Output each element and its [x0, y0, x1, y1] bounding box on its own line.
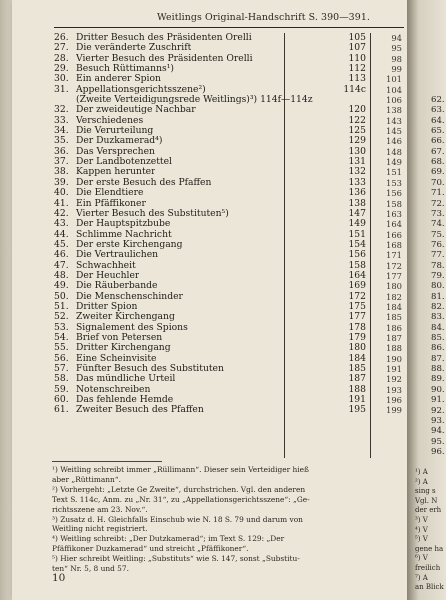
- entry-number: 53.: [54, 321, 69, 333]
- entry-page-original: 175: [348, 300, 366, 312]
- entry-page-original: 187: [348, 373, 366, 385]
- entry-page-edition: 99: [391, 64, 402, 75]
- entry-title: Die Verurteilung: [76, 126, 154, 137]
- entry-title: Der Landbotenzettel: [76, 157, 172, 168]
- entry-number: 28.: [54, 52, 69, 64]
- entry-page-original: 120: [348, 104, 366, 116]
- right-page-footnote-fragment: ²) A: [415, 477, 428, 486]
- entry-page-edition: 143: [386, 115, 402, 126]
- entry-title: Zweiter Kirchengang: [76, 312, 175, 323]
- entry-number: 45.: [54, 238, 69, 250]
- entry-page-edition: 192: [386, 374, 402, 385]
- right-page-footnote-fragment: ³) V: [415, 516, 428, 524]
- entry-number: 50.: [54, 290, 69, 302]
- entry-number: 47.: [54, 259, 69, 271]
- right-page-entry-number: 71.: [431, 188, 445, 199]
- right-page-entry-number: 65.: [431, 126, 445, 137]
- entry-page-edition: 151: [386, 167, 402, 178]
- entry-number: 55.: [54, 342, 69, 354]
- entry-title: Die Vertraulichen: [76, 250, 159, 261]
- right-page-entry-number: 67.: [431, 146, 445, 157]
- entry-page-edition: 94: [391, 33, 402, 43]
- right-page-entry-number: 83.: [431, 312, 445, 323]
- entry-title: Eine Scheinvisite: [76, 353, 157, 364]
- right-page-entry-number: 79.: [431, 270, 445, 281]
- entry-page-original: 185: [348, 363, 366, 374]
- right-page-entry-number: 93.: [431, 415, 445, 426]
- entry-page-edition: 95: [391, 43, 402, 54]
- right-page-footnote-fragment: sing s: [415, 487, 436, 496]
- right-page-entry-number: 78.: [431, 260, 445, 271]
- header-rule: [54, 27, 404, 28]
- footnote-line: Text S. 114c, Anm. zu „Nr. 31“, zu „Appellationsgerichtsszene“: „Ge-: [52, 494, 310, 504]
- entry-page-edition: 164: [386, 219, 402, 230]
- entry-page-original: 188: [348, 383, 366, 395]
- entry-number: 48.: [54, 269, 69, 281]
- entry-page-original: 125: [348, 125, 366, 137]
- entry-number: 58.: [54, 373, 69, 385]
- right-page-entry-number: 64.: [431, 115, 445, 126]
- right-page-footnote-fragment: der erh: [415, 506, 442, 515]
- entry-title: Der Duzkamerad⁴): [76, 136, 163, 147]
- toc-entry: [54, 250, 404, 260]
- entry-page-original: 147: [348, 207, 366, 219]
- right-page-entry-number: 85.: [431, 333, 445, 344]
- right-page-footnote-fragment: ⁶) V: [415, 554, 428, 563]
- entry-number: 44.: [54, 228, 69, 240]
- entry-title: Dritter Besuch des Präsidenten Orelli: [76, 33, 252, 43]
- entry-page-edition: 184: [386, 301, 402, 312]
- toc-entry: [54, 188, 404, 198]
- entry-title: Dritter Spion: [76, 301, 138, 312]
- entry-number: 32.: [54, 104, 69, 116]
- entry-page-edition: 186: [386, 322, 402, 333]
- entry-title: Der zweideutige Nachbar: [76, 105, 196, 116]
- footnote-line: ⁴) Weitling schreibt: „Der Dutzkamerad“; im Text S. 129: „Der: [52, 534, 285, 544]
- page-number: 10: [52, 572, 66, 584]
- right-page-entry-number: 81.: [431, 291, 445, 302]
- toc-entry: [54, 219, 404, 229]
- entry-page-original: 191: [348, 394, 366, 406]
- left-page: [12, 0, 407, 600]
- entry-page-original: 151: [348, 228, 366, 240]
- entry-page-original: 178: [348, 321, 366, 333]
- entry-page-original: 156: [348, 249, 366, 261]
- right-page-entry-number: 80.: [431, 281, 445, 292]
- entry-page-edition: 191: [386, 364, 402, 374]
- entry-number: 27.: [54, 42, 69, 54]
- entry-number: 59.: [54, 383, 69, 395]
- entry-number: 51.: [54, 300, 69, 312]
- entry-page-original: 172: [348, 290, 366, 302]
- right-page-entry-number: 84.: [431, 322, 445, 333]
- entry-number: 40.: [54, 187, 69, 199]
- right-page-footnote-fragment: ⁷) A: [415, 573, 428, 582]
- entry-page-edition: 145: [386, 126, 402, 137]
- entry-number: 33.: [54, 114, 69, 126]
- entry-page-original: 154: [348, 238, 366, 250]
- right-page-entry-number: 89.: [431, 374, 445, 385]
- entry-page-edition: 177: [386, 270, 402, 281]
- right-page-entry-number: 62.: [431, 95, 445, 105]
- entry-page-original: 195: [348, 404, 366, 416]
- entry-title: Zweiter Besuch des Pfaffen: [76, 405, 204, 416]
- entry-title: Die Räuberbande: [76, 281, 158, 292]
- entry-page-edition: 153: [386, 177, 402, 188]
- entry-title: Notenschreiben: [76, 384, 151, 395]
- right-page-footnote-fragment: ⁴) V: [415, 525, 428, 534]
- footnote-line: ten“ Nr. 5, 8 und 57.: [52, 564, 129, 574]
- right-page-entry-number: 63.: [431, 105, 445, 116]
- entry-title: Das mündliche Urteil: [76, 374, 176, 385]
- entry-number: 29.: [54, 63, 69, 75]
- entry-page-original: 132: [348, 166, 366, 178]
- entry-page-original: 107: [348, 42, 366, 54]
- toc-entry: [54, 405, 404, 415]
- right-page-footnote-fragment: ⁵) V: [415, 535, 428, 544]
- entry-number: 26.: [54, 32, 69, 43]
- entry-title: Kappen herunter: [76, 167, 156, 178]
- table-of-contents: [54, 33, 404, 416]
- entry-page-edition: 172: [386, 260, 402, 271]
- entry-title: Ein anderer Spion: [76, 74, 161, 85]
- right-page-entry-number: 86.: [431, 343, 445, 354]
- entry-number: 61.: [54, 404, 69, 416]
- entry-page-edition: 158: [386, 198, 402, 209]
- entry-number: 54.: [54, 331, 69, 343]
- entry-title: Verschiedenes: [76, 115, 144, 126]
- right-page-entry-number: 68.: [431, 157, 445, 168]
- footnote-line: ²) Vorhergeht: „Letzte Ge Zweite“, durchstrichen. Vgl. den anderen: [52, 484, 306, 494]
- right-page-footnote-fragment: an Blick: [415, 583, 444, 592]
- right-page-entry-number: 66.: [431, 136, 445, 147]
- entry-page-edition: 106: [386, 95, 402, 106]
- entry-page-original: 180: [348, 342, 366, 354]
- entry-page-original: 130: [348, 145, 366, 157]
- right-page-entry-number: 92.: [431, 405, 445, 416]
- entry-page-edition: 193: [386, 384, 402, 395]
- footnote-line: Pfäffikoner Duzkamerad“ und streicht „Pfäffikoner“.: [52, 544, 249, 554]
- right-page-edge: [407, 0, 446, 600]
- entry-title: Vierter Besuch des Präsidenten Orelli: [76, 53, 253, 64]
- entry-page-edition: 168: [386, 239, 402, 250]
- entry-page-original: 112: [348, 63, 366, 75]
- right-page-entry-number: 91.: [431, 395, 445, 406]
- entry-number: 34.: [54, 125, 69, 137]
- footnote-rule: [52, 461, 162, 462]
- entry-title: Appellationsgerichtsszene²): [76, 84, 206, 95]
- entry-page-edition: 188: [386, 343, 402, 354]
- right-page-footnote-fragment: freilich: [415, 564, 441, 572]
- right-page-entry-number: 87.: [431, 353, 445, 364]
- entry-page-edition: 146: [386, 136, 402, 147]
- entry-title: Brief von Petersen: [76, 332, 163, 343]
- entry-title: Dritter Kirchengang: [76, 343, 171, 354]
- entry-page-edition: 149: [386, 157, 402, 168]
- entry-page-edition: 182: [386, 291, 402, 302]
- entry-number: 43.: [54, 218, 69, 230]
- entry-title: Besuch Rüttimanns¹): [76, 64, 174, 75]
- entry-page-original: 113: [348, 73, 366, 85]
- footnote-line: richtsszene am 23. Nov.“.: [52, 504, 148, 514]
- entry-page-edition: 166: [386, 229, 402, 240]
- entry-page-original: 158: [348, 259, 366, 271]
- entry-number: 37.: [54, 156, 69, 168]
- entry-number: 42.: [54, 207, 69, 219]
- footnote-line: ⁵) Hier schreibt Weitling: „Substituts“ wie S. 147, sonst „Substitu-: [52, 554, 300, 564]
- entry-title: Fünfter Besuch des Substituten: [76, 364, 224, 374]
- entry-page-original: 177: [348, 311, 366, 323]
- right-page-entry-number: 70.: [431, 177, 445, 188]
- entry-number: 60.: [54, 394, 69, 406]
- right-page-entry-number: 90.: [431, 384, 445, 395]
- entry-number: 39.: [54, 176, 69, 188]
- right-page-footnote-fragment: gene ha: [415, 544, 444, 553]
- entry-page-edition: 171: [386, 250, 402, 261]
- entry-title: Das fehlende Hemde: [76, 395, 174, 406]
- entry-page-original: 105: [348, 32, 366, 43]
- toc-entry: [54, 85, 404, 95]
- footnote-line: aber „Rüttimann“.: [52, 474, 121, 484]
- entry-page-edition: 199: [386, 405, 402, 416]
- entry-page-original: 122: [348, 114, 366, 126]
- right-page-footnote-fragment: Vgl. N: [415, 496, 438, 505]
- footnote-line: Weitling nicht registriert.: [52, 524, 148, 534]
- entry-number: 57.: [54, 363, 69, 374]
- entry-page-edition: 148: [386, 146, 402, 157]
- entry-number: 56.: [54, 352, 69, 364]
- entry-title: Schlimme Nachricht: [76, 229, 172, 240]
- footnote-line: ³) Zusatz d. H. Gleichfalls Einschub wie N. 18 S. 79 und darum von: [52, 514, 303, 524]
- entry-page-original: 114c: [343, 83, 366, 95]
- right-page-entry-number: 94.: [431, 426, 445, 437]
- entry-page-edition: 185: [386, 312, 402, 323]
- right-page-entry-number: 82.: [431, 302, 445, 312]
- right-page-entry-number: 73.: [431, 208, 445, 219]
- entry-page-edition: 101: [386, 74, 402, 85]
- entry-title: Der Hauptspitzbube: [76, 219, 171, 230]
- entry-page-edition: 180: [386, 281, 402, 292]
- entry-page-original: 138: [348, 197, 366, 209]
- entry-page-original: 131: [348, 156, 366, 168]
- entry-number: 41.: [54, 197, 69, 209]
- right-page-entry-number: 88.: [431, 364, 445, 375]
- entry-page-original: 110: [348, 52, 366, 64]
- entry-title: Die Elendtiere: [76, 188, 144, 199]
- right-page-entry-number: 77.: [431, 250, 445, 261]
- entry-title: Die veränderte Zuschrift: [76, 43, 192, 54]
- entry-number: 36.: [54, 145, 69, 157]
- entry-number: 52.: [54, 311, 69, 323]
- running-header: Weitlings Original-Handschrift S. 390—391.: [157, 12, 370, 23]
- entry-number: 38.: [54, 166, 69, 178]
- entry-page-edition: 196: [386, 395, 402, 406]
- entry-number: 35.: [54, 135, 69, 147]
- entry-page-original: 129: [348, 135, 366, 147]
- entry-title: (Zweite Verteidigungsrede Weitlings)³) 114f—114z: [76, 95, 313, 106]
- entry-page-original: 179: [348, 331, 366, 343]
- entry-title: Schwachheit: [76, 260, 136, 271]
- footnotes: [52, 465, 404, 574]
- entry-title: Ein Pfäffikoner: [76, 198, 146, 209]
- entry-title: Der erste Besuch des Pfaffen: [76, 177, 212, 188]
- right-page-entry-number: 75.: [431, 229, 445, 240]
- footnote-line: ¹) Weitling schreibt immer „Rüllimann“. Dieser sein Verteidiger hieß: [52, 465, 309, 474]
- right-page-entry-number: 96.: [431, 446, 445, 457]
- entry-page-edition: 156: [386, 188, 402, 199]
- entry-number: 46.: [54, 249, 69, 261]
- right-page-footnote-fragment: ¹) A: [415, 468, 428, 476]
- entry-page-original: 169: [348, 280, 366, 292]
- entry-page-edition: 187: [386, 332, 402, 343]
- entry-page-original: 149: [348, 218, 366, 230]
- entry-page-original: 184: [348, 352, 366, 364]
- right-page-entry-number: 69.: [431, 167, 445, 178]
- entry-page-edition: 190: [386, 353, 402, 364]
- right-page-entry-number: 95.: [431, 436, 445, 447]
- right-page-entry-number: 72.: [431, 198, 445, 209]
- entry-number: 30.: [54, 73, 69, 85]
- entry-page-edition: 163: [386, 208, 402, 219]
- entry-title: Das Versprechen: [76, 146, 155, 157]
- right-page-entry-number: 74.: [431, 219, 445, 230]
- entry-number: 31.: [54, 83, 69, 95]
- entry-title: Der erste Kirchengang: [76, 239, 183, 250]
- entry-number: 49.: [54, 280, 69, 292]
- entry-page-edition: 138: [386, 105, 402, 116]
- entry-page-edition: 98: [391, 53, 402, 64]
- entry-page-edition: 104: [386, 84, 402, 95]
- right-page-entry-number: 76.: [431, 239, 445, 250]
- entry-title: Der Heuchler: [76, 270, 140, 281]
- entry-page-original: 136: [348, 187, 366, 199]
- entry-title: Die Menschenschinder: [76, 291, 183, 302]
- entry-page-original: 164: [348, 269, 366, 281]
- entry-page-original: 133: [348, 176, 366, 188]
- entry-title: Signalement des Spions: [76, 322, 188, 333]
- entry-title: Vierter Besuch des Substituten⁵): [76, 208, 229, 219]
